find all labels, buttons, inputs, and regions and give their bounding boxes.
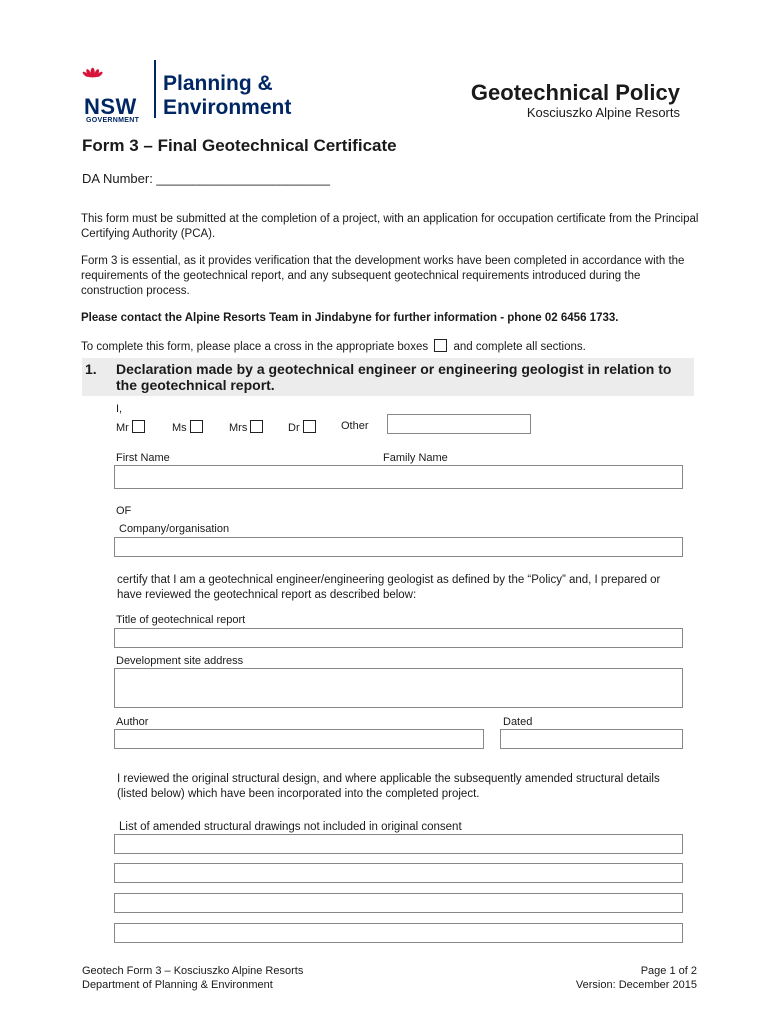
dr-label: Dr [288,422,300,434]
author-input[interactable] [114,729,484,749]
report-title-input[interactable] [114,628,683,648]
title-option-ms[interactable] [172,420,206,434]
company-input[interactable] [114,537,683,557]
report-title-label: Title of geotechnical report [116,614,246,626]
first-name-label: First Name [116,452,170,464]
form-title: Form 3 – Final Geotechnical Certificate [82,136,397,155]
drawing-input-4[interactable] [114,923,683,943]
section-title: Declaration made by a geotechnical engineer or engineering geologist in relation to the geotechnical report. [116,361,672,393]
dated-input[interactable] [500,729,683,749]
instructions-paragraph [81,339,701,355]
document-subtitle: Kosciuszko Alpine Resorts [526,105,680,120]
drawing-input-2[interactable] [114,863,683,883]
section-number: 1. [85,361,97,377]
family-name-label: Family Name [383,452,448,464]
company-label: Company/organisation [119,523,230,535]
title-option-dr[interactable] [288,420,319,434]
drawings-label: List of amended structural drawings not included in original consent [119,821,462,833]
mr-checkbox[interactable] [132,420,145,433]
instructions-text-end: and complete all sections. [453,341,586,353]
mrs-label: Mrs [229,422,248,434]
i-label: I, [116,403,123,415]
drawing-input-3[interactable] [114,893,683,913]
government-wordmark: GOVERNMENT [86,117,140,124]
da-number-field[interactable]: DA Number: ________________________ [82,171,330,186]
waratah-logo-icon [82,52,152,96]
ms-label: Ms [172,422,187,434]
reviewed-paragraph: I reviewed the original structural design, and where applicable the subsequently amended structural details (listed below) which have been incorporated into the completed project. [117,773,660,800]
title-option-mr[interactable] [116,420,148,434]
footer-department: Department of Planning & Environment [82,979,273,991]
nsw-wordmark: NSW [84,94,137,119]
name-input[interactable] [114,465,683,489]
logo-divider [154,60,156,118]
document-title: Geotechnical Policy [470,80,680,105]
example-checkbox [434,339,447,352]
other-label: Other [341,420,369,432]
author-label: Author [116,716,149,728]
footer-left [82,964,303,992]
dated-label: Dated [503,716,533,728]
drawing-input-1[interactable] [114,834,683,854]
ms-checkbox[interactable] [190,420,203,433]
contact-paragraph: Please contact the Alpine Resorts Team in Jindabyne for further information - phone 02 6456 1733. [81,312,619,324]
other-title-input[interactable] [387,414,531,434]
intro-paragraph-2: Form 3 is essential, as it provides verification that the development works have been completed in accordance with the requirements of the geotechnical report, and any subsequent geotechnical requirements introduced during the construction process. [81,255,685,297]
site-address-label: Development site address [116,655,244,667]
of-label: OF [116,505,132,517]
page-number: Page 1 of 2 [640,965,697,977]
version-info: Version: December 2015 [575,979,697,991]
department-name-line2: Environment [163,96,292,119]
footer-form-name: Geotech Form 3 – Kosciuszko Alpine Resorts [82,965,304,977]
instructions-text: To complete this form, please place a cross in the appropriate boxes [81,341,429,353]
certify-paragraph: certify that I am a geotechnical engineer/engineering geologist as defined by the “Policy” and, I prepared or have reviewed the geotechnical report as described below: [117,574,661,601]
dr-checkbox[interactable] [303,420,316,433]
mrs-checkbox[interactable] [250,420,263,433]
intro-paragraph-1: This form must be submitted at the completion of a project, with an application for occupation certificate from the Principal Certifying Authority (PCA). [81,213,699,240]
site-address-input[interactable] [114,668,683,708]
mr-label: Mr [116,422,129,434]
title-option-mrs[interactable] [229,420,266,434]
department-name-line1: Planning & [163,72,273,95]
footer-right [576,964,697,992]
